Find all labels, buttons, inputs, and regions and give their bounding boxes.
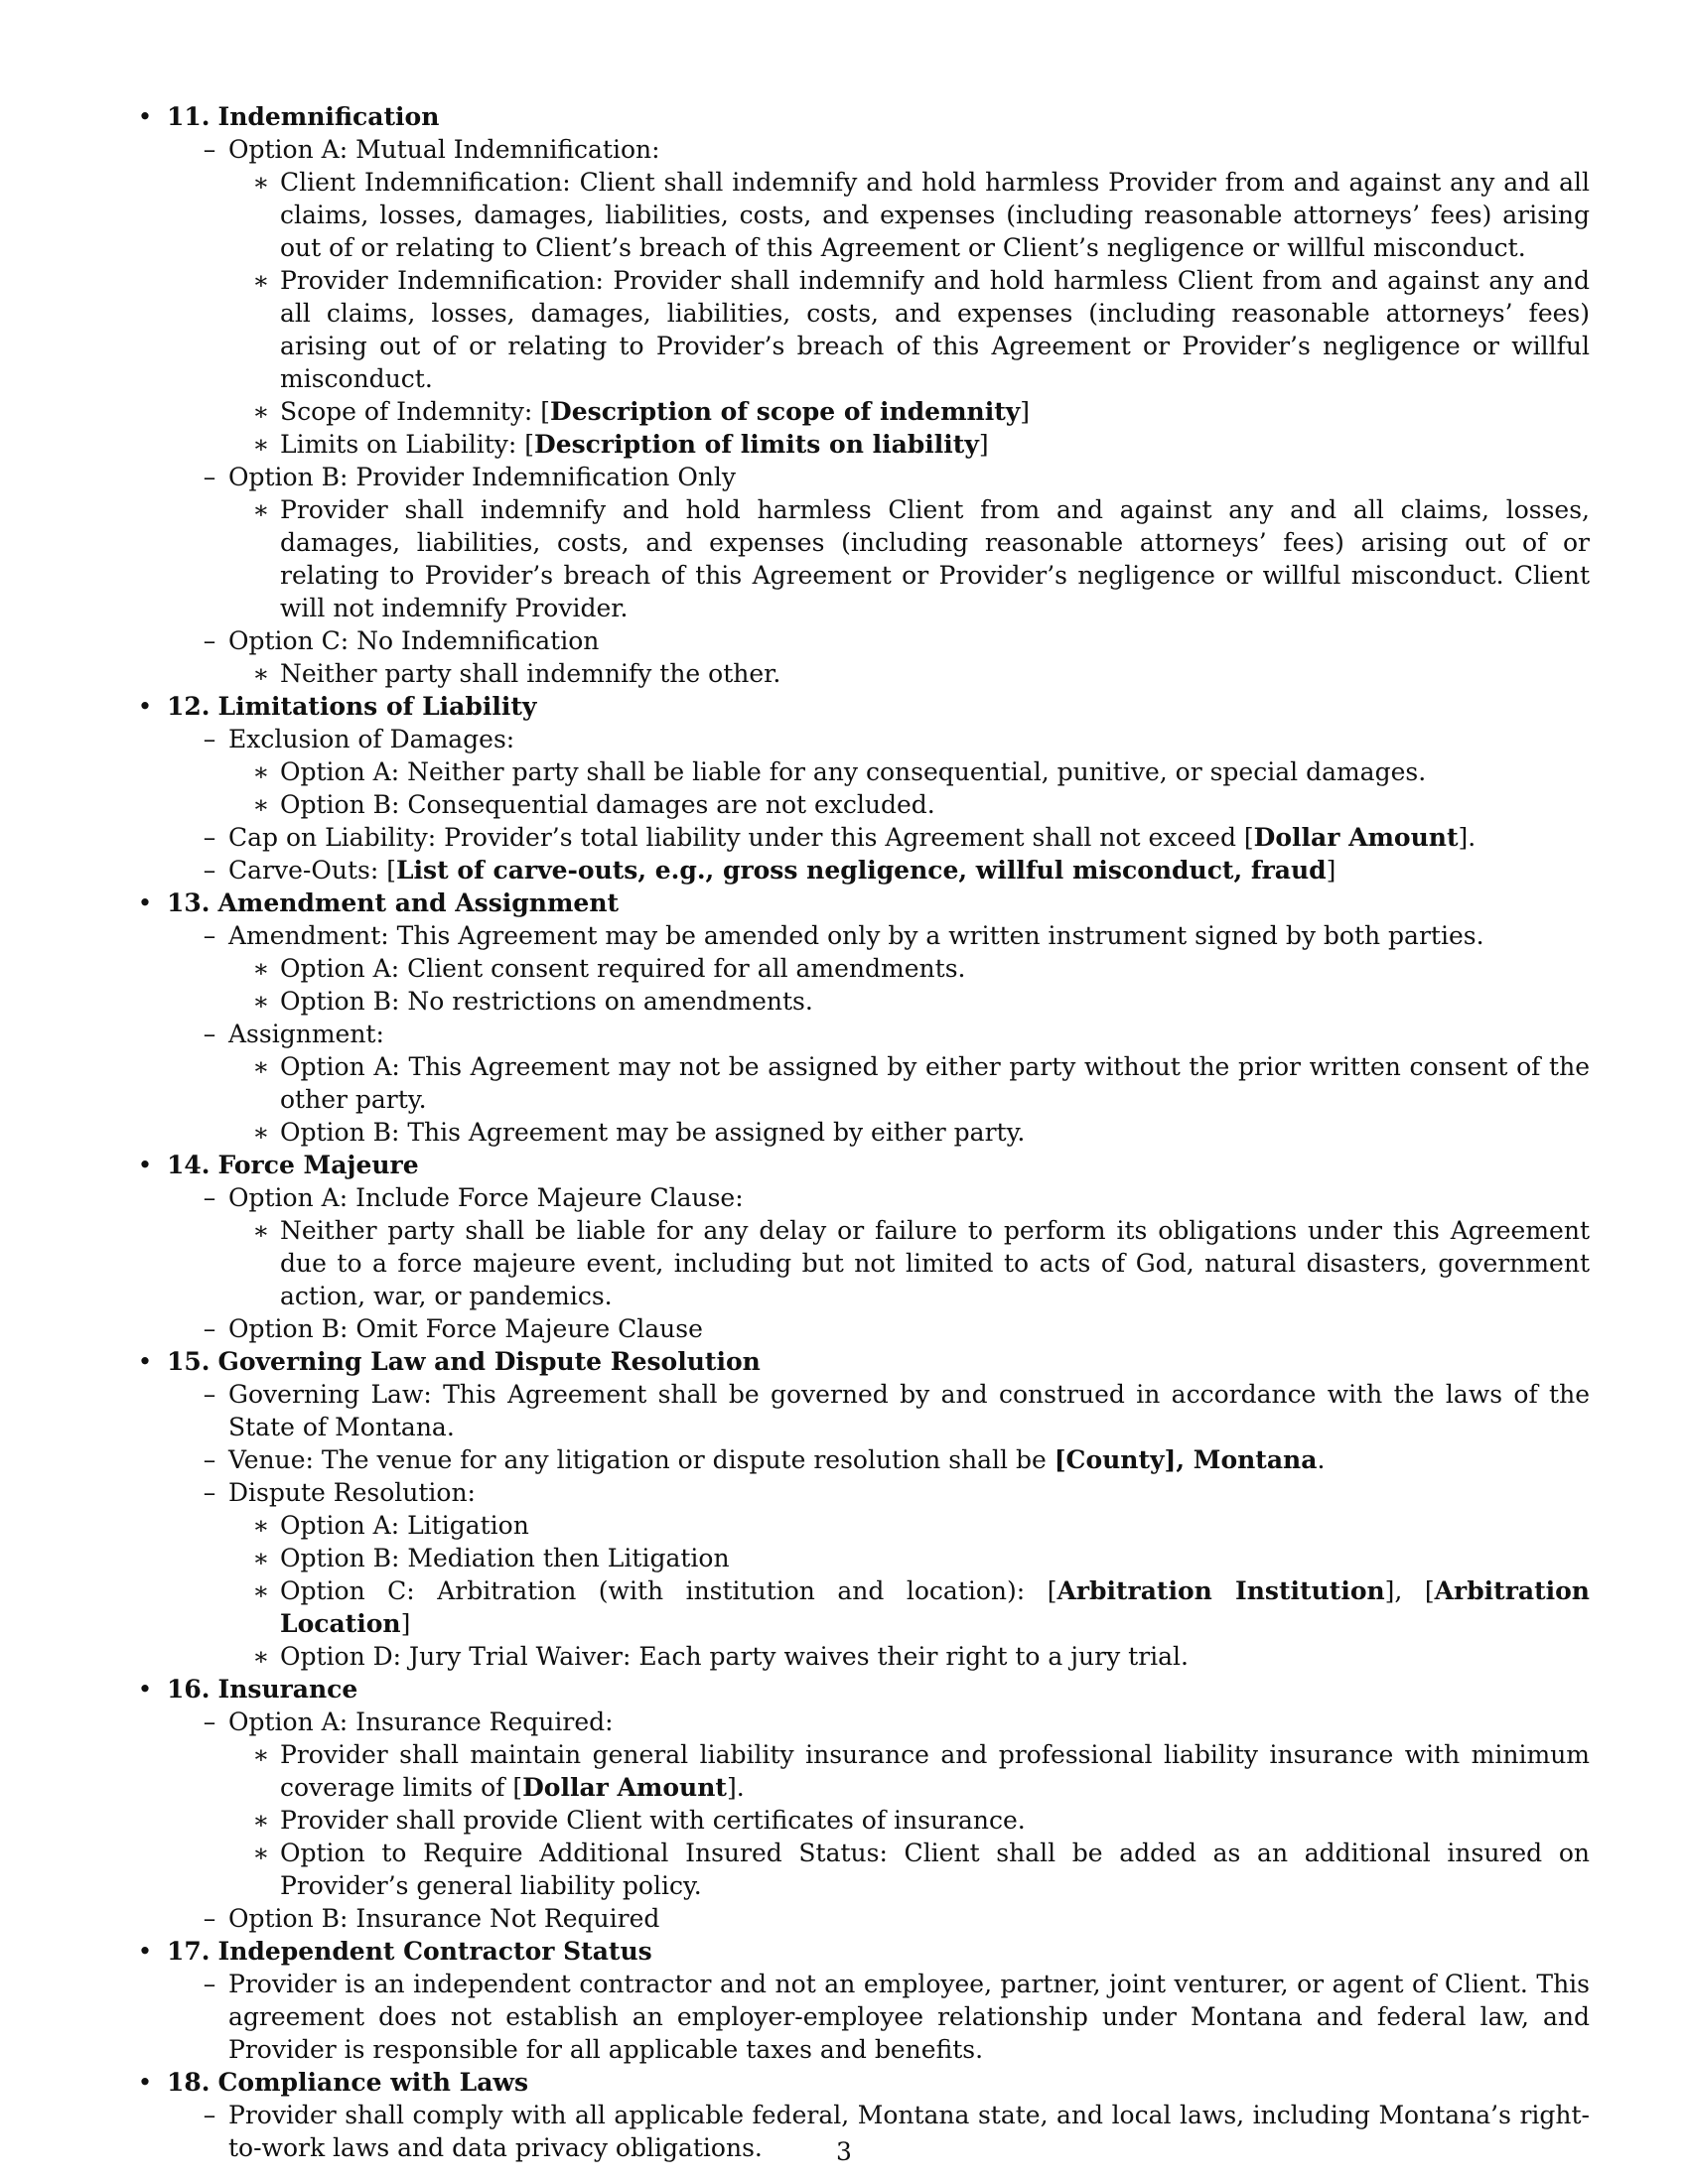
- placeholder-field: Arbitration Location: [280, 1576, 1590, 1638]
- placeholder-field: Description of limits on liability: [534, 430, 979, 459]
- item-text: [228, 1312, 1590, 1345]
- item-text: [228, 1968, 1590, 2066]
- item-text: [280, 395, 1590, 428]
- text-run: Scope of Indemnity: [: [280, 397, 551, 426]
- text-run: Option B: No restrictions on amendments.: [280, 987, 813, 1016]
- section-number: 15.: [167, 1347, 211, 1376]
- sub-list-item: [167, 1804, 1590, 1837]
- section-number: 12.: [167, 692, 211, 721]
- list-item: [167, 919, 1590, 952]
- section-16: [135, 1673, 1590, 1935]
- section-title: Governing Law and Dispute Resolution: [217, 1347, 761, 1376]
- section-title: Limitations of Liability: [217, 692, 537, 721]
- text-run: Provider shall comply with all applicable federal, Montana state, and local laws, including Montana’s right-to-work laws and data privacy obligations.: [228, 2101, 1590, 2162]
- item-text: [280, 1214, 1590, 1312]
- sub-list-item: [167, 166, 1590, 264]
- text-run: Exclusion of Damages:: [228, 725, 515, 753]
- item-text: [280, 952, 1590, 985]
- item-text: [280, 428, 1590, 461]
- text-run: Provider Indemnification: Provider shall indemnify and hold harmless Client from and against any and all claims, losses, damages, liabilities, costs, and expenses (including reasonable attorneys’ fees) arising out of or relating to Provider’s breach of this Agreement or Provider’s negligence or willful misconduct.: [280, 266, 1590, 393]
- section-title: Insurance: [217, 1675, 358, 1704]
- sub-list-item: [167, 493, 1590, 624]
- section-number: 11.: [167, 102, 211, 131]
- text-run: Carve-Outs: [: [228, 856, 396, 885]
- text-run: ]: [1326, 856, 1336, 885]
- sub-list-item: [167, 428, 1590, 461]
- text-run: Dispute Resolution:: [228, 1478, 476, 1507]
- sub-list-item: [167, 755, 1590, 788]
- text-run: Option C: Arbitration (with institution and location): [: [280, 1576, 1057, 1605]
- text-run: Client Indemnification: Client shall indemnify and hold harmless Provider from and against any and all claims, losses, damages, liabilities, costs, and expenses (including reasonable attorneys’ fees) arising out of or relating to Client’s breach of this Agreement or Client’s negligence or willful misconduct.: [280, 168, 1590, 262]
- section-title: Force Majeure: [217, 1151, 419, 1179]
- text-run: ]: [978, 430, 989, 459]
- list-item: [167, 723, 1590, 755]
- text-run: Neither party shall be liable for any delay or failure to perform its obligations under this Agreement due to a force majeure event, including but not limited to acts of God, natural disasters, government action, war, or pandemics.: [280, 1216, 1590, 1310]
- item-text: [228, 133, 1590, 166]
- list-item: [167, 1706, 1590, 1738]
- text-run: Option A: Insurance Required:: [228, 1707, 614, 1736]
- list-item: [167, 1378, 1590, 1443]
- text-run: Option A: Client consent required for all amendments.: [280, 954, 966, 983]
- text-run: Governing Law: This Agreement shall be governed by and construed in accordance with the laws of the State of Montana.: [228, 1380, 1590, 1441]
- text-run: Option B: Consequential damages are not excluded.: [280, 790, 935, 819]
- section-heading: [167, 100, 1590, 133]
- item-text: [228, 624, 1590, 657]
- text-run: Option A: Mutual Indemnification:: [228, 135, 660, 164]
- text-run: ]: [1020, 397, 1031, 426]
- section-heading: [167, 887, 1590, 919]
- text-run: Amendment: This Agreement may be amended only by a written instrument signed by both parties.: [228, 921, 1484, 950]
- section-12: [135, 690, 1590, 887]
- sub-list-item: [167, 1738, 1590, 1804]
- text-run: Option B: Provider Indemnification Only: [228, 463, 737, 491]
- list-item: [167, 1902, 1590, 1935]
- list-item: [167, 1181, 1590, 1214]
- text-run: Option B: Insurance Not Required: [228, 1904, 660, 1933]
- sub-list-item: [167, 1509, 1590, 1542]
- list-item: [167, 624, 1590, 657]
- section-title: Independent Contractor Status: [217, 1937, 652, 1966]
- list-item: [167, 854, 1590, 887]
- placeholder-field: List of carve-outs, e.g., gross negligence, willful misconduct, fraud: [395, 856, 1327, 885]
- item-text: [228, 1443, 1590, 1476]
- text-run: ], [: [1384, 1576, 1435, 1605]
- text-run: Provider shall maintain general liability insurance and professional liability insurance with minimum coverage limits of [: [280, 1740, 1590, 1802]
- sub-list-item: [167, 1050, 1590, 1116]
- sub-list-item: [167, 788, 1590, 821]
- item-text: [280, 1509, 1590, 1542]
- section-title: Amendment and Assignment: [217, 888, 620, 917]
- text-run: Provider shall provide Client with certificates of insurance.: [280, 1806, 1026, 1835]
- section-title: Compliance with Laws: [217, 2068, 529, 2097]
- text-run: Provider is an independent contractor and not an employee, partner, joint venturer, or agent of Client. This agreement does not establish an employer-employee relationship under Montana and federal law, and Provider is responsible for all applicable taxes and benefits.: [228, 1970, 1590, 2064]
- list-item: [167, 461, 1590, 493]
- placeholder-field: Dollar Amount: [1253, 823, 1459, 852]
- list-item: [167, 1443, 1590, 1476]
- text-run: Option B: This Agreement may be assigned by either party.: [280, 1118, 1026, 1147]
- text-run: Option A: Litigation: [280, 1511, 529, 1540]
- sub-list-item: [167, 395, 1590, 428]
- text-run: Option to Require Additional Insured Status: Client shall be added as an additional insured on Provider’s general liability policy.: [280, 1839, 1590, 1900]
- section-11: [135, 100, 1590, 690]
- text-run: Venue: The venue for any litigation or dispute resolution shall be: [228, 1445, 1055, 1474]
- section-title: Indemnification: [217, 102, 440, 131]
- text-run: Option B: Omit Force Majeure Clause: [228, 1314, 703, 1343]
- text-run: Option B: Mediation then Litigation: [280, 1544, 730, 1572]
- item-text: [228, 1378, 1590, 1443]
- sub-list-item: [167, 1116, 1590, 1149]
- item-text: [228, 1018, 1590, 1050]
- section-heading: [167, 2066, 1590, 2099]
- text-run: Option A: This Agreement may not be assigned by either party without the prior written consent of the other party.: [280, 1052, 1590, 1114]
- text-run: Option C: No Indemnification: [228, 626, 600, 655]
- sub-list-item: [167, 1574, 1590, 1640]
- section-heading: [167, 690, 1590, 723]
- item-text: [280, 493, 1590, 624]
- section-number: 17.: [167, 1937, 211, 1966]
- text-run: Assignment:: [228, 1020, 384, 1048]
- list-item: [167, 1312, 1590, 1345]
- section-heading: [167, 1673, 1590, 1706]
- list-item: [167, 1018, 1590, 1050]
- page-number: 3: [836, 2137, 852, 2166]
- item-text: [228, 1181, 1590, 1214]
- item-text: [280, 755, 1590, 788]
- sub-list-item: [167, 985, 1590, 1018]
- item-text: [280, 788, 1590, 821]
- placeholder-field: Arbitration Institution: [1056, 1576, 1385, 1605]
- item-text: [280, 1738, 1590, 1804]
- text-run: ]: [400, 1609, 411, 1638]
- section-heading: [167, 1345, 1590, 1378]
- text-run: ].: [1458, 823, 1477, 852]
- section-heading: [167, 1935, 1590, 1968]
- item-text: [280, 985, 1590, 1018]
- item-text: [280, 1837, 1590, 1902]
- item-text: [228, 821, 1590, 854]
- sub-list-item: [167, 1214, 1590, 1312]
- text-run: Option D: Jury Trial Waiver: Each party waives their right to a jury trial.: [280, 1642, 1189, 1671]
- list-item: [167, 1476, 1590, 1509]
- text-run: Cap on Liability: Provider’s total liability under this Agreement shall not exceed [: [228, 823, 1254, 852]
- item-text: [280, 1640, 1590, 1673]
- text-run: Option A: Include Force Majeure Clause:: [228, 1183, 744, 1212]
- sub-list-item: [167, 264, 1590, 395]
- section-15: [135, 1345, 1590, 1673]
- text-run: Option A: Neither party shall be liable for any consequential, punitive, or special damages.: [280, 757, 1427, 786]
- text-run: Limits on Liability: [: [280, 430, 535, 459]
- section-number: 13.: [167, 888, 211, 917]
- item-text: [280, 166, 1590, 264]
- sub-list-item: [167, 657, 1590, 690]
- item-text: [280, 1542, 1590, 1574]
- sub-list-item: [167, 952, 1590, 985]
- item-text: [228, 854, 1590, 887]
- item-text: [280, 1804, 1590, 1837]
- item-text: [280, 264, 1590, 395]
- sub-list-item: [167, 1837, 1590, 1902]
- text-run: Neither party shall indemnify the other.: [280, 659, 781, 688]
- item-text: [228, 1476, 1590, 1509]
- document-body: [135, 100, 1590, 2164]
- placeholder-field: [County], Montana: [1054, 1445, 1318, 1474]
- item-text: [228, 1902, 1590, 1935]
- sub-list-item: [167, 1542, 1590, 1574]
- section-number: 14.: [167, 1151, 211, 1179]
- list-item: [167, 821, 1590, 854]
- section-17: [135, 1935, 1590, 2066]
- list-item: [167, 133, 1590, 166]
- section-number: 16.: [167, 1675, 211, 1704]
- section-13: [135, 887, 1590, 1149]
- sub-list-item: [167, 1640, 1590, 1673]
- item-text: [280, 1116, 1590, 1149]
- section-heading: [167, 1149, 1590, 1181]
- text-run: .: [1317, 1445, 1326, 1474]
- placeholder-field: Dollar Amount: [522, 1773, 727, 1802]
- item-text: [280, 1574, 1590, 1640]
- text-run: Provider shall indemnify and hold harmless Client from and against any and all claims, losses, damages, liabilities, costs, and expenses (including reasonable attorneys’ fees) arising out of or relating to Provider’s breach of this Agreement or Provider’s negligence or willful misconduct. Client will not indemnify Provider.: [280, 495, 1590, 622]
- list-item: [167, 1968, 1590, 2066]
- section-number: 18.: [167, 2068, 211, 2097]
- item-text: [228, 723, 1590, 755]
- item-text: [228, 1706, 1590, 1738]
- item-text: [280, 1050, 1590, 1116]
- placeholder-field: Description of scope of indemnity: [550, 397, 1021, 426]
- item-text: [280, 657, 1590, 690]
- section-14: [135, 1149, 1590, 1345]
- item-text: [228, 461, 1590, 493]
- text-run: ].: [726, 1773, 745, 1802]
- item-text: [228, 919, 1590, 952]
